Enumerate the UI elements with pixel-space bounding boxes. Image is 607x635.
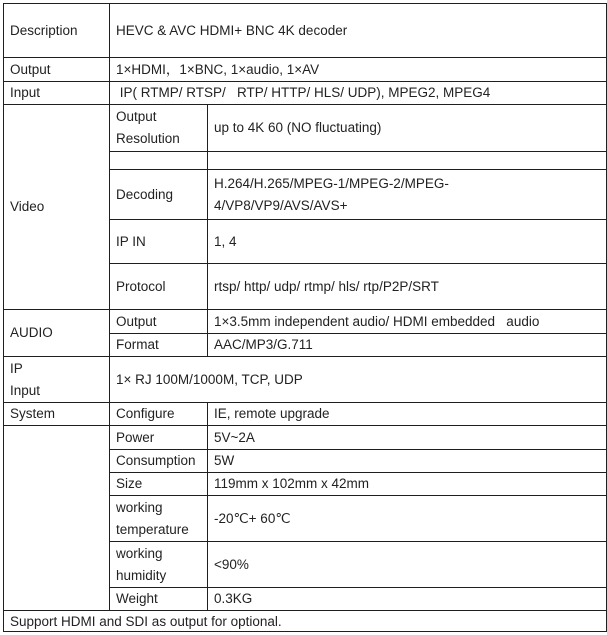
- weight-value: 0.3KG: [208, 588, 607, 611]
- working-temperature-value: -20℃+ 60℃: [208, 496, 607, 542]
- footer-note: Support HDMI and SDI as output for optional.: [4, 611, 607, 632]
- system-configure-label: Configure: [110, 403, 208, 426]
- video-protocol-label: Protocol: [110, 264, 208, 310]
- row-label-audio: AUDIO: [4, 310, 110, 357]
- table-row: [4, 4, 607, 58]
- working-temperature-label: working temperature: [110, 496, 208, 542]
- power-value: 5V~2A: [208, 426, 607, 450]
- ip-label-line1: IP: [10, 360, 23, 376]
- video-empty-value: [208, 152, 607, 170]
- row-label-description: Description: [4, 4, 110, 58]
- row-label-system: System: [4, 403, 110, 426]
- video-decoding-label: Decoding: [110, 170, 208, 220]
- input-value: IP( RTMP/ RTSP/ RTP/ HTTP/ HLS/ UDP), MPEG2, MPEG4: [110, 82, 607, 105]
- audio-format-label: Format: [110, 334, 208, 357]
- row-label-ip-input: [4, 357, 110, 403]
- table-row: [4, 403, 607, 426]
- table-row: [4, 357, 607, 403]
- consumption-label: Consumption: [110, 450, 208, 473]
- system-configure-value: IE, remote upgrade: [208, 403, 607, 426]
- video-output-resolution-value: up to 4K 60 (NO fluctuating): [208, 105, 607, 152]
- video-protocol-value: rtsp/ http/ udp/ rtmp/ hls/ rtp/P2P/SRT: [208, 264, 607, 310]
- video-empty-label: [110, 152, 208, 170]
- row-label-input: Input: [4, 82, 110, 105]
- ip-label-line2: Input: [10, 382, 41, 398]
- size-value: 119mm x 102mm x 42mm: [208, 473, 607, 496]
- output-value: 1×HDMI，1×BNC, 1×audio, 1×AV: [110, 58, 607, 82]
- spec-table: [3, 3, 607, 632]
- table-row: [4, 310, 607, 334]
- video-ip-in-value: 1, 4: [208, 220, 607, 264]
- size-label: Size: [110, 473, 208, 496]
- table-row: [4, 58, 607, 82]
- audio-output-value: 1×3.5mm independent audio/ HDMI embedded audio: [208, 310, 607, 334]
- video-ip-in-label: IP IN: [110, 220, 208, 264]
- consumption-value: 5W: [208, 450, 607, 473]
- power-label: Power: [110, 426, 208, 450]
- row-label-output: Output: [4, 58, 110, 82]
- misc-empty-label: [4, 426, 110, 611]
- row-label-video: Video: [4, 105, 110, 310]
- video-decoding-value: H.264/H.265/MPEG-1/MPEG-2/MPEG-4/VP8/VP9/AVS/AVS+: [208, 170, 607, 220]
- description-value: HEVC & AVC HDMI+ BNC 4K decoder: [110, 4, 607, 58]
- ip-input-value: 1× RJ 100M/1000M, TCP, UDP: [110, 357, 607, 403]
- audio-output-label: Output: [110, 310, 208, 334]
- video-output-resolution-label: Output Resolution: [110, 105, 208, 152]
- working-humidity-value: <90%: [208, 542, 607, 588]
- working-humidity-label: working humidity: [110, 542, 208, 588]
- table-row: [4, 426, 607, 450]
- table-row: [4, 82, 607, 105]
- table-row: [4, 105, 607, 152]
- table-row: [4, 611, 607, 632]
- audio-format-value: AAC/MP3/G.711: [208, 334, 607, 357]
- weight-label: Weight: [110, 588, 208, 611]
